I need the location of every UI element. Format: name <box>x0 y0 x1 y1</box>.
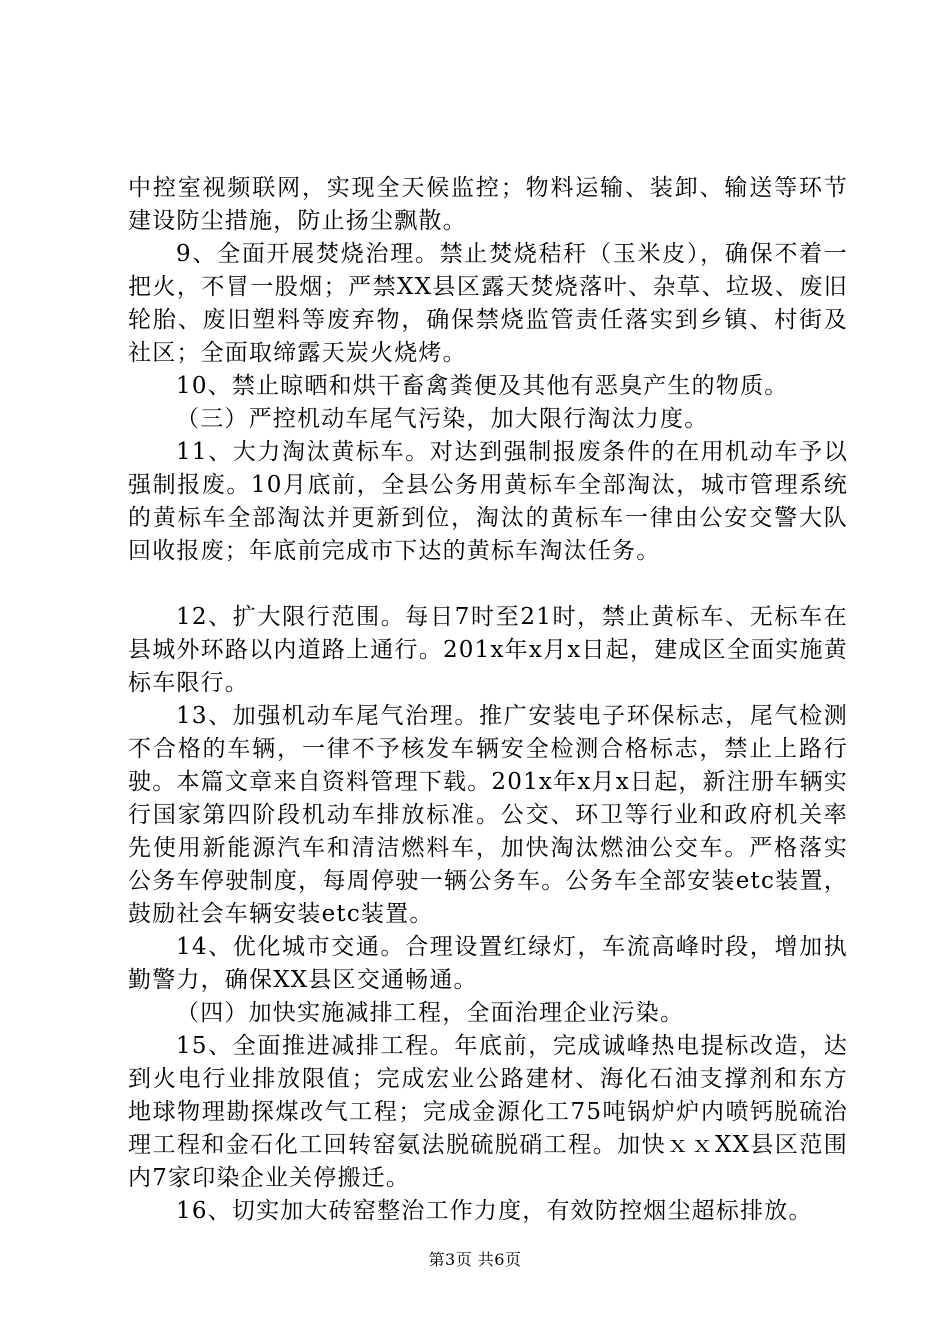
document-body <box>128 172 848 1228</box>
paragraph-continuation: 中控室视频联网，实现全天候监控；物料运输、装卸、输送等环节建设防尘措施，防止扬尘飘散。 <box>128 175 848 234</box>
paragraph-item-13: 13、加强机动车尾气治理。推广安装电子环保标志，尾气检测不合格的车辆，一律不予核发车辆安全检测合格标志，禁止上路行驶。本篇文章来自资料管理下载。201x年x月x日起，新注册车辆实行国家第四阶段机动车排放标准。公交、环卫等行业和政府机关率先使用新能源汽车和清洁燃料车，加快淘汰燃油公交车。严格落实公务车停驶制度，每周停驶一辆公务车。公务车全部安装etc装置，鼓励社会车辆安装etc装置。 <box>128 703 848 927</box>
paragraph-item-15: 15、全面推进减排工程。年底前，完成诚峰热电提标改造，达到火电行业排放限值；完成宏业公路建材、海化石油支撑剂和东方地球物理勘探煤改气工程；完成金源化工75吨锅炉炉内喷钙脱硫治理工程和金石化工回转窑氨法脱硫脱硝工程。加快ｘｘXX县区范围内7家印染企业关停搬迁。 <box>128 1033 848 1191</box>
section-heading-4: （四）加快实施减排工程，全面治理企业污染。 <box>176 1000 685 1026</box>
paragraph-item-10: 10、禁止晾晒和烘干畜禽粪便及其他有恶臭产生的物质。 <box>176 373 789 399</box>
paragraph-item-11: 11、大力淘汰黄标车。对达到强制报废条件的在用机动车予以强制报废。10月底前，全县公务用黄标车全部淘汰，城市管理系统的黄标车全部淘汰并更新到位，淘汰的黄标车一律由公安交警大队回收报废；年底前完成市下达的黄标车淘汰任务。 <box>128 439 848 564</box>
paragraph-item-14: 14、优化城市交通。合理设置红绿灯，车流高峰时段，增加执勤警力，确保XX县区交通畅通。 <box>128 934 848 993</box>
section-heading-3: （三）严控机动车尾气污染，加大限行淘汰力度。 <box>176 406 709 432</box>
page-number-footer: 第3页 共6页 <box>428 1250 522 1269</box>
paragraph-item-12: 12、扩大限行范围。每日7时至21时，禁止黄标车、无标车在县城外环路以内道路上通行。201x年x月x日起，建成区全面实施黄标车限行。 <box>128 604 848 696</box>
paragraph-item-16: 16、切实加大砖窑整治工作力度，有效防控烟尘超标排放。 <box>176 1198 813 1224</box>
paragraph-item-9: 9、全面开展焚烧治理。禁止焚烧秸秆（玉米皮），确保不着一把火，不冒一股烟；严禁XX县区露天焚烧落叶、杂草、垃圾、废旧轮胎、废旧塑料等废弃物，确保禁烧监管责任落实到乡镇、村街及社区；全面取缔露天炭火烧烤。 <box>128 241 848 366</box>
